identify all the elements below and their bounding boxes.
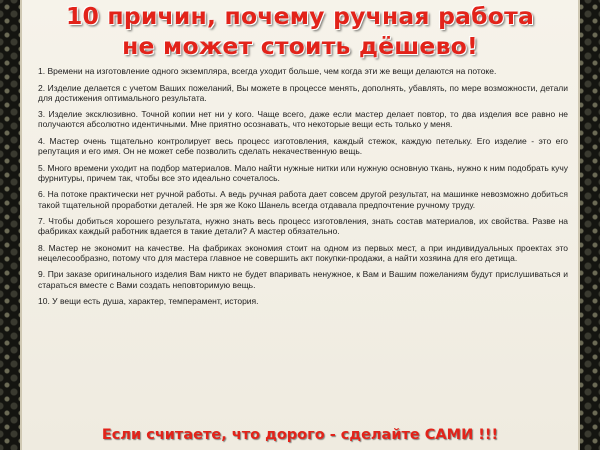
reason-item: 1. Времени на изготовление одного экземпляра, всегда уходит больше, чем когда эти же вещи делаются на потоке. (38, 66, 497, 76)
text-panel (20, 0, 580, 450)
reason-item: 6. На потоке практически нет ручной работы. А ведь ручная работа дает совсем другой результат, на машинке невозможно добиться такой тщательной проработки деталей. Не зря же Коко Шанель всегда отдавала предпочтение ручному труду. (38, 189, 568, 210)
reason-item: 10. У вещи есть душа, характер, темперамент, история. (38, 296, 259, 307)
reason-item: 3. Изделие эксклюзивно. Точной копии нет ни у кого. Чаще всего, даже если мастер делает повтор, то два изделия все равно не получаются абсолютно идентичными. Мне приятно осознавать, что некоторые вещи есть только у меня. (38, 109, 568, 130)
reasons-list (38, 66, 568, 313)
reason-item: 2. Изделие делается с учетом Ваших пожеланий, Вы можете в процессе менять, дополнять, убавлять, по мере возможности, детали для достижения оптимального результата. (38, 82, 568, 103)
reason-item: 8. Мастер не экономит на качестве. На фабриках экономия стоит на одном из первых мест, а при индивидуальных проектах это нецелесообразно, потому что для мастера главное не совершить акт покупки-продажи, а найти хозяина для его детища. (38, 242, 568, 263)
reason-item: 4. Мастер очень тщательно контролирует весь процесс изготовления, каждый стежок, каждую петельку. Его изделие - это его репутация и его имя. Он не может себе позволить сделать некачественную вещь. (38, 135, 568, 157)
reason-item: 7. Чтобы добиться хорошего результата, нужно знать весь процесс изготовления, знать состав материалов, их свойства. Разве на фабриках каждый работник вдается в такие детали? А мастер обязательно. (38, 216, 568, 237)
reason-item: 5. Много времени уходит на подбор материалов. Мало найти нужные нитки или нужную основную ткань, нужно к ним подобрать кучу фурнитуры, причем так, чтобы все это идеально сочеталось. (38, 162, 568, 183)
title-line-2: не может стоить дёшево! (122, 32, 478, 60)
footer-slogan: Если считаете, что дорого - сделайте САМИ !!! (101, 427, 499, 443)
title-line-1: 10 причин, почему ручная работа (65, 2, 535, 30)
reason-item: 9. При заказе оригинального изделия Вам никто не будет впаривать ненужное, к Вам и Вашим пожеланиям будут прислушиваться и стараться вместе с Вами создать неповторимую вещь. (38, 269, 568, 290)
